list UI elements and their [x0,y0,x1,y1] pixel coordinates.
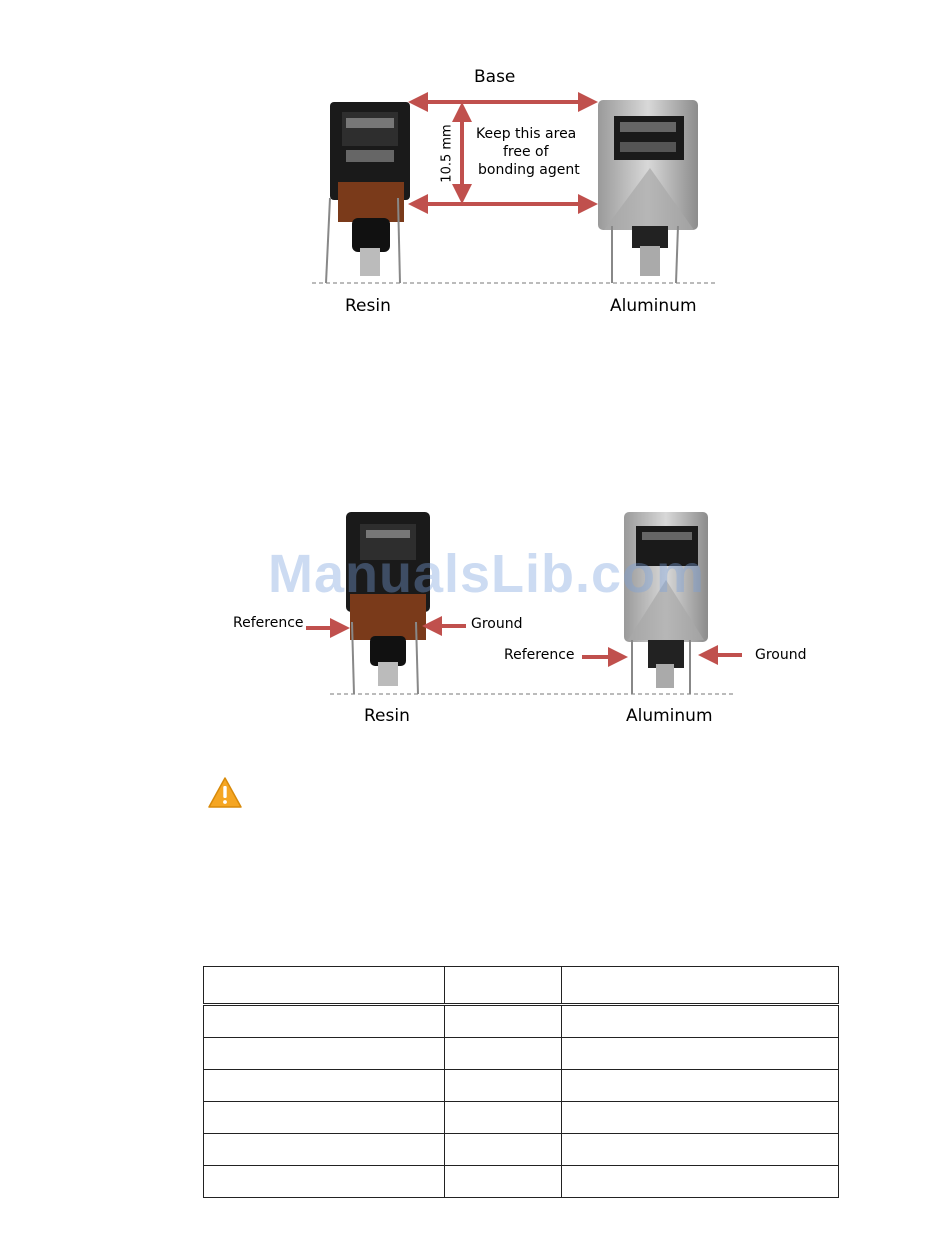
table-header-cell [562,967,839,1005]
table-cell [204,1102,445,1134]
figure1-aluminum-caption: Aluminum [610,296,697,316]
table-row [204,1102,839,1134]
figure1-resin-caption: Resin [345,296,391,316]
table-cell [204,1166,445,1198]
table-cell [204,1038,445,1070]
table-row [204,1166,839,1198]
figure2-aluminum-caption: Aluminum [626,706,713,726]
spec-table [203,966,839,1198]
table-header-cell [444,967,562,1005]
table-cell [562,1166,839,1198]
table-cell [562,1070,839,1102]
table-header-cell [204,967,445,1005]
table-cell [444,1166,562,1198]
table-header-row [204,967,839,1005]
table-cell [562,1134,839,1166]
left-reference-label: Reference [233,615,304,631]
table-cell [444,1134,562,1166]
table-cell [444,1102,562,1134]
left-ground-label: Ground [471,616,523,632]
keep-note-line-1: Keep this area [476,126,577,142]
table-row [204,1005,839,1038]
table-cell [444,1038,562,1070]
base-label: Base [474,67,516,87]
warning-icon [207,776,243,810]
table-cell [204,1070,445,1102]
table-row [204,1070,839,1102]
table-cell [444,1005,562,1038]
right-reference-label: Reference [504,647,575,663]
watermark: ManualsLib.com [268,544,706,604]
table-cell [562,1038,839,1070]
table-row [204,1134,839,1166]
table-cell [562,1102,839,1134]
table-cell [562,1005,839,1038]
dimension-label: 10.5 mm [439,124,455,183]
keep-note-line-2: free of [503,144,549,160]
table-cell [204,1005,445,1038]
table-cell [204,1134,445,1166]
table-row [204,1038,839,1070]
keep-note-line-3: bonding agent [478,162,580,178]
right-ground-label: Ground [755,647,807,663]
figure2-resin-caption: Resin [364,706,410,726]
table-cell [444,1070,562,1102]
